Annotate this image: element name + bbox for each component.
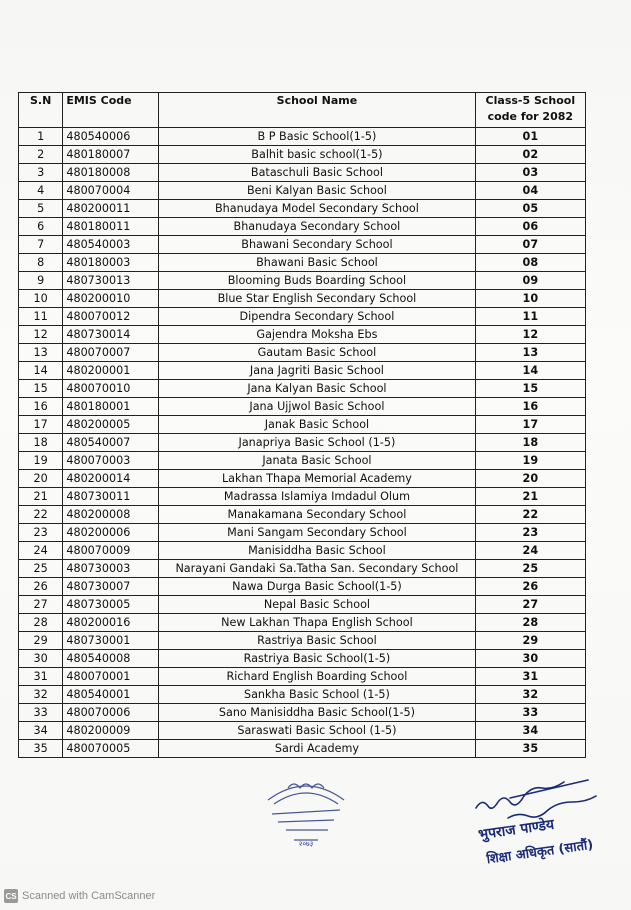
- table-row: [19, 614, 586, 632]
- cell-class5-code: 33: [475, 704, 585, 722]
- table-row: [19, 416, 586, 434]
- cell-sn: 29: [19, 632, 63, 650]
- cell-sn: 23: [19, 524, 63, 542]
- table-row: [19, 578, 586, 596]
- cell-sn: 28: [19, 614, 63, 632]
- cell-sn: 13: [19, 344, 63, 362]
- table-row: [19, 686, 586, 704]
- cell-class5-code: 02: [475, 146, 585, 164]
- cell-sn: 35: [19, 740, 63, 758]
- cell-class5-code: 04: [475, 182, 585, 200]
- cell-class5-code: 03: [475, 164, 585, 182]
- cell-emis-code: 480730001: [63, 632, 159, 650]
- school-code-table: [18, 92, 586, 758]
- table-row: [19, 452, 586, 470]
- cell-school-name: Bhawani Basic School: [159, 254, 475, 272]
- cell-school-name: Janapriya Basic School (1-5): [159, 434, 475, 452]
- cell-sn: 9: [19, 272, 63, 290]
- cell-school-name: Manisiddha Basic School: [159, 542, 475, 560]
- cell-school-name: New Lakhan Thapa English School: [159, 614, 475, 632]
- cell-school-name: Nepal Basic School: [159, 596, 475, 614]
- table-row: [19, 326, 586, 344]
- cell-emis-code: 480540008: [63, 650, 159, 668]
- cell-school-name: Narayani Gandaki Sa.Tatha San. Secondary School: [159, 560, 475, 578]
- cell-sn: 2: [19, 146, 63, 164]
- cell-emis-code: 480730007: [63, 578, 159, 596]
- cell-emis-code: 480070012: [63, 308, 159, 326]
- cell-emis-code: 480070006: [63, 704, 159, 722]
- header-class5-code: [475, 93, 585, 128]
- cell-class5-code: 14: [475, 362, 585, 380]
- cell-sn: 16: [19, 398, 63, 416]
- header-school-name: School Name: [159, 93, 475, 128]
- table-row: [19, 470, 586, 488]
- table-header-row: [19, 93, 586, 128]
- cell-class5-code: 24: [475, 542, 585, 560]
- cell-school-name: Richard English Boarding School: [159, 668, 475, 686]
- cell-sn: 14: [19, 362, 63, 380]
- cell-emis-code: 480730014: [63, 326, 159, 344]
- cell-emis-code: 480540006: [63, 128, 159, 146]
- cell-emis-code: 480730011: [63, 488, 159, 506]
- table-row: [19, 434, 586, 452]
- table-row: [19, 236, 586, 254]
- cell-school-name: Balhit basic school(1-5): [159, 146, 475, 164]
- cell-school-name: Jana Ujjwol Basic School: [159, 398, 475, 416]
- cell-class5-code: 10: [475, 290, 585, 308]
- cell-emis-code: 480200014: [63, 470, 159, 488]
- table-row: [19, 380, 586, 398]
- cell-sn: 18: [19, 434, 63, 452]
- cell-sn: 34: [19, 722, 63, 740]
- cell-emis-code: 480070009: [63, 542, 159, 560]
- cell-class5-code: 05: [475, 200, 585, 218]
- cell-school-name: Sardi Academy: [159, 740, 475, 758]
- table-row: [19, 668, 586, 686]
- scanner-label: Scanned with CamScanner: [22, 890, 156, 902]
- cell-school-name: Bhanudaya Model Secondary School: [159, 200, 475, 218]
- cell-school-name: Jana Kalyan Basic School: [159, 380, 475, 398]
- cell-class5-code: 31: [475, 668, 585, 686]
- cell-sn: 19: [19, 452, 63, 470]
- cell-emis-code: 480070004: [63, 182, 159, 200]
- cell-emis-code: 480070003: [63, 452, 159, 470]
- cell-emis-code: 480070001: [63, 668, 159, 686]
- table-row: [19, 254, 586, 272]
- table-row: [19, 164, 586, 182]
- cell-sn: 5: [19, 200, 63, 218]
- table-row: [19, 704, 586, 722]
- cell-emis-code: 480200009: [63, 722, 159, 740]
- table-row: [19, 362, 586, 380]
- cell-emis-code: 480540007: [63, 434, 159, 452]
- cell-class5-code: 09: [475, 272, 585, 290]
- cell-emis-code: 480200005: [63, 416, 159, 434]
- cell-emis-code: 480730013: [63, 272, 159, 290]
- cell-school-name: Janak Basic School: [159, 416, 475, 434]
- cell-sn: 25: [19, 560, 63, 578]
- cell-sn: 6: [19, 218, 63, 236]
- cell-emis-code: 480200006: [63, 524, 159, 542]
- cell-school-name: Rastriya Basic School(1-5): [159, 650, 475, 668]
- cell-sn: 4: [19, 182, 63, 200]
- table-row: [19, 218, 586, 236]
- header-sn: S.N: [19, 93, 63, 128]
- cell-sn: 30: [19, 650, 63, 668]
- table-row: [19, 722, 586, 740]
- cell-emis-code: 480070010: [63, 380, 159, 398]
- cell-school-name: Bhanudaya Secondary School: [159, 218, 475, 236]
- cell-sn: 32: [19, 686, 63, 704]
- cell-class5-code: 32: [475, 686, 585, 704]
- cell-school-name: Bataschuli Basic School: [159, 164, 475, 182]
- cell-emis-code: 480070007: [63, 344, 159, 362]
- cell-school-name: Bhawani Secondary School: [159, 236, 475, 254]
- cell-school-name: Janata Basic School: [159, 452, 475, 470]
- cell-school-name: Blue Star English Secondary School: [159, 290, 475, 308]
- cell-school-name: Gautam Basic School: [159, 344, 475, 362]
- table-row: [19, 128, 586, 146]
- table-row: [19, 344, 586, 362]
- cell-class5-code: 23: [475, 524, 585, 542]
- cell-emis-code: 480180001: [63, 398, 159, 416]
- cell-emis-code: 480200001: [63, 362, 159, 380]
- cell-emis-code: 480200011: [63, 200, 159, 218]
- table-row: [19, 650, 586, 668]
- cell-emis-code: 480070005: [63, 740, 159, 758]
- cell-class5-code: 13: [475, 344, 585, 362]
- cell-class5-code: 22: [475, 506, 585, 524]
- cell-class5-code: 25: [475, 560, 585, 578]
- cell-school-name: Mani Sangam Secondary School: [159, 524, 475, 542]
- table-row: [19, 632, 586, 650]
- cell-class5-code: 29: [475, 632, 585, 650]
- cell-sn: 7: [19, 236, 63, 254]
- cell-emis-code: 480200008: [63, 506, 159, 524]
- cell-class5-code: 11: [475, 308, 585, 326]
- header-emis-code: EMIS Code: [63, 93, 159, 128]
- cell-sn: 27: [19, 596, 63, 614]
- cell-class5-code: 01: [475, 128, 585, 146]
- cell-sn: 1: [19, 128, 63, 146]
- cell-school-name: Sankha Basic School (1-5): [159, 686, 475, 704]
- cell-school-name: Saraswati Basic School (1-5): [159, 722, 475, 740]
- cell-class5-code: 20: [475, 470, 585, 488]
- table-row: [19, 506, 586, 524]
- cell-class5-code: 16: [475, 398, 585, 416]
- cell-sn: 3: [19, 164, 63, 182]
- cell-emis-code: 480730005: [63, 596, 159, 614]
- table-row: [19, 524, 586, 542]
- official-stamp: [258, 770, 354, 848]
- cell-school-name: Beni Kalyan Basic School: [159, 182, 475, 200]
- cell-emis-code: 480180011: [63, 218, 159, 236]
- cell-sn: 8: [19, 254, 63, 272]
- stamp-year: २०७३: [298, 840, 314, 848]
- table-row: [19, 488, 586, 506]
- cell-school-name: Madrassa Islamiya Imdadul Olum: [159, 488, 475, 506]
- cell-school-name: Dipendra Secondary School: [159, 308, 475, 326]
- cell-emis-code: 480200010: [63, 290, 159, 308]
- cell-emis-code: 480540003: [63, 236, 159, 254]
- cell-class5-code: 26: [475, 578, 585, 596]
- cell-sn: 31: [19, 668, 63, 686]
- cell-sn: 24: [19, 542, 63, 560]
- cell-sn: 33: [19, 704, 63, 722]
- table-row: [19, 596, 586, 614]
- cell-sn: 11: [19, 308, 63, 326]
- cell-sn: 17: [19, 416, 63, 434]
- cell-class5-code: 27: [475, 596, 585, 614]
- cell-sn: 12: [19, 326, 63, 344]
- cell-sn: 26: [19, 578, 63, 596]
- header-class5-code-line1: Class-5 School: [485, 94, 576, 107]
- table-row: [19, 290, 586, 308]
- cell-class5-code: 08: [475, 254, 585, 272]
- cell-emis-code: 480180007: [63, 146, 159, 164]
- cell-sn: 15: [19, 380, 63, 398]
- cell-class5-code: 06: [475, 218, 585, 236]
- cell-school-name: Lakhan Thapa Memorial Academy: [159, 470, 475, 488]
- cell-class5-code: 19: [475, 452, 585, 470]
- cell-school-name: Sano Manisiddha Basic School(1-5): [159, 704, 475, 722]
- camscanner-icon: CS: [4, 889, 18, 903]
- cell-class5-code: 12: [475, 326, 585, 344]
- table-body: [19, 128, 586, 758]
- scanner-watermark: [4, 889, 155, 903]
- cell-school-name: Rastriya Basic School: [159, 632, 475, 650]
- cell-school-name: Nawa Durga Basic School(1-5): [159, 578, 475, 596]
- table-row: [19, 542, 586, 560]
- cell-class5-code: 15: [475, 380, 585, 398]
- cell-emis-code: 480180008: [63, 164, 159, 182]
- cell-class5-code: 30: [475, 650, 585, 668]
- cell-sn: 22: [19, 506, 63, 524]
- table-row: [19, 182, 586, 200]
- cell-school-name: Manakamana Secondary School: [159, 506, 475, 524]
- table-row: [19, 560, 586, 578]
- table-row: [19, 272, 586, 290]
- cell-class5-code: 21: [475, 488, 585, 506]
- cell-school-name: Jana Jagriti Basic School: [159, 362, 475, 380]
- cell-class5-code: 17: [475, 416, 585, 434]
- cell-school-name: Blooming Buds Boarding School: [159, 272, 475, 290]
- cell-sn: 21: [19, 488, 63, 506]
- table-row: [19, 740, 586, 758]
- officer-title: शिक्षा अधिकृत (सातौं): [485, 837, 595, 868]
- table-row: [19, 146, 586, 164]
- cell-emis-code: 480180003: [63, 254, 159, 272]
- table-row: [19, 308, 586, 326]
- cell-school-name: B P Basic School(1-5): [159, 128, 475, 146]
- table-row: [19, 398, 586, 416]
- cell-sn: 10: [19, 290, 63, 308]
- cell-school-name: Gajendra Moksha Ebs: [159, 326, 475, 344]
- cell-emis-code: 480540001: [63, 686, 159, 704]
- cell-class5-code: 35: [475, 740, 585, 758]
- cell-class5-code: 28: [475, 614, 585, 632]
- cell-class5-code: 18: [475, 434, 585, 452]
- header-class5-code-line2: code for 2082: [487, 110, 574, 123]
- table-row: [19, 200, 586, 218]
- cell-emis-code: 480730003: [63, 560, 159, 578]
- cell-class5-code: 34: [475, 722, 585, 740]
- officer-name: भुपराज पाण्डेय: [477, 816, 556, 844]
- cell-emis-code: 480200016: [63, 614, 159, 632]
- cell-class5-code: 07: [475, 236, 585, 254]
- cell-sn: 20: [19, 470, 63, 488]
